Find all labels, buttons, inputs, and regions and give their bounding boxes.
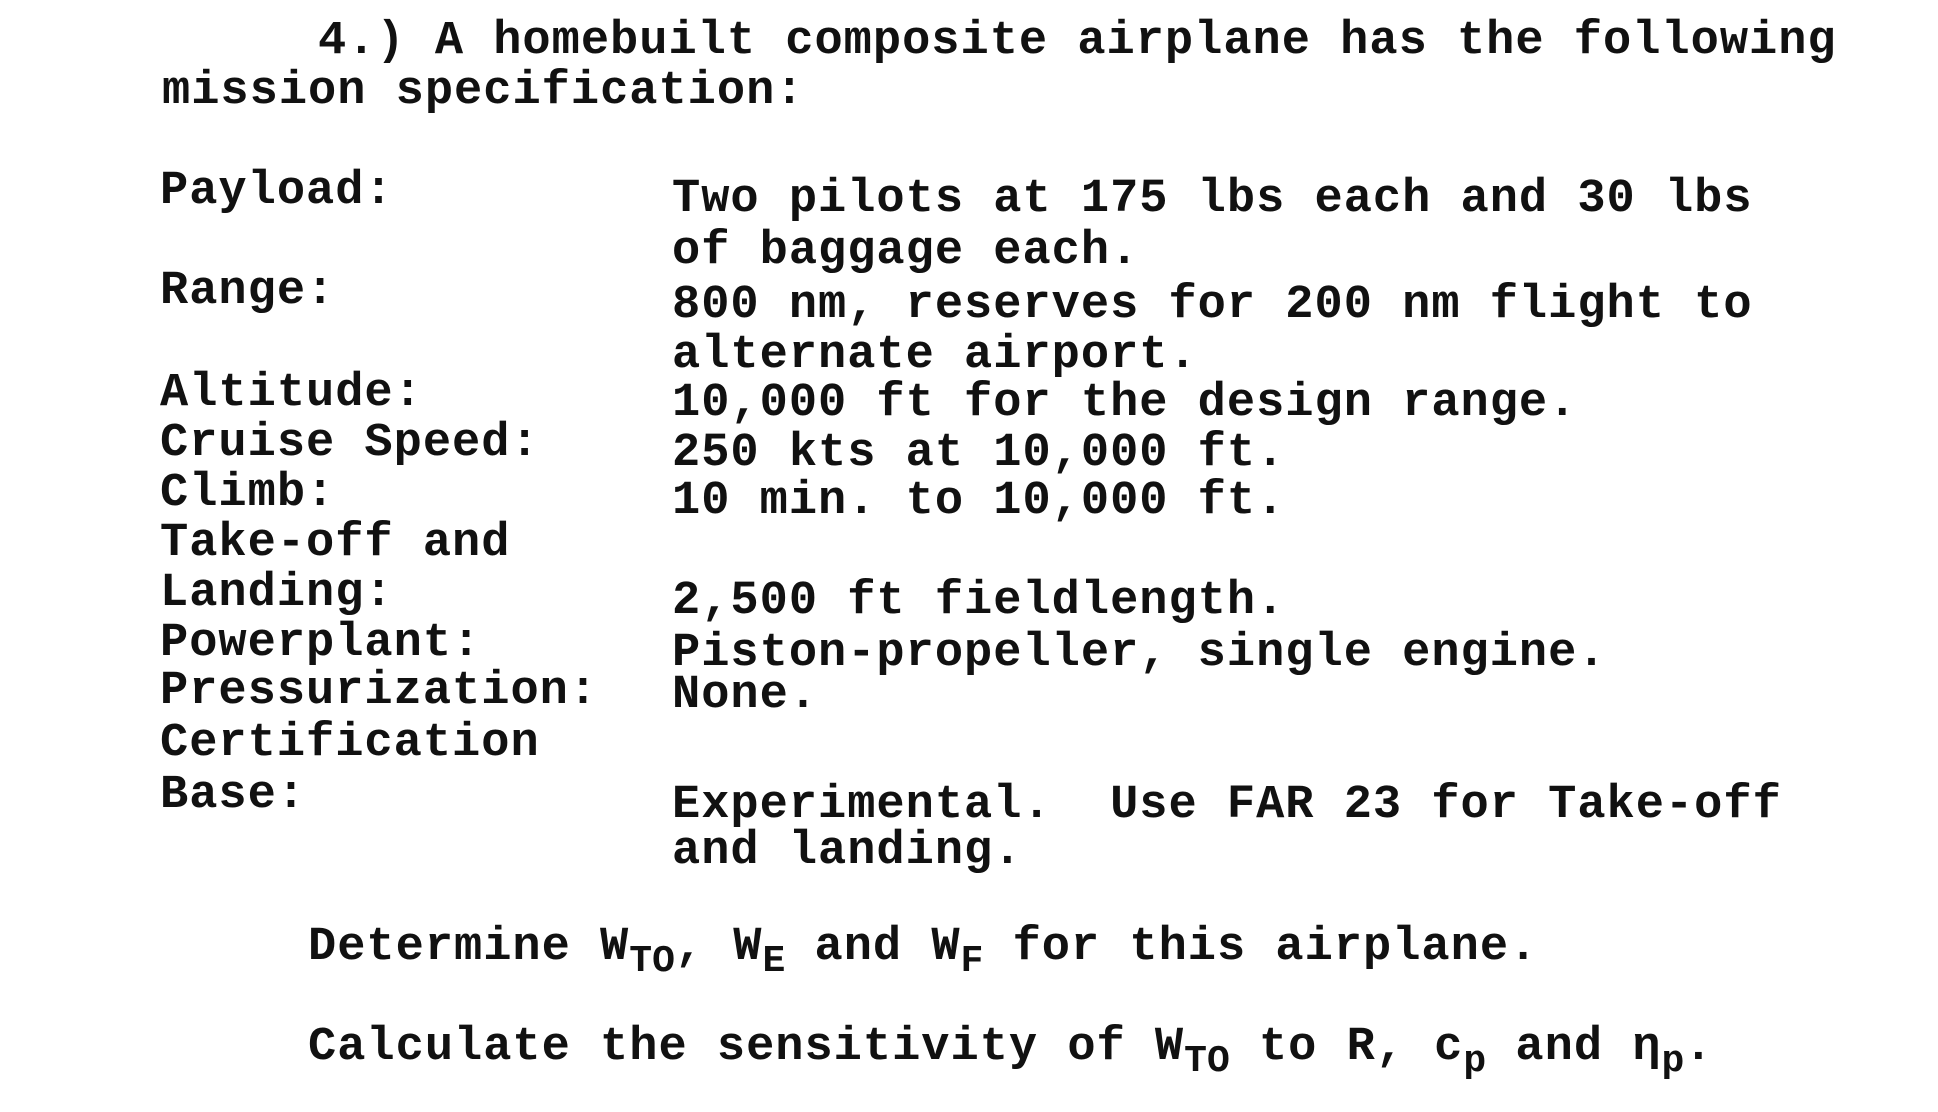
pressurization-value: None. — [672, 669, 819, 722]
eta-subscript: p — [1661, 1040, 1685, 1083]
certification-value-line-1: Experimental. Use FAR 23 for Take-off — [672, 779, 1782, 832]
pressurization-label: Pressurization: — [160, 665, 599, 718]
task2-suffix: . — [1684, 1021, 1714, 1074]
w-e-subscript: E — [762, 940, 786, 983]
climb-label: Climb: — [160, 467, 336, 520]
task1-sep2: and W — [785, 921, 961, 974]
altitude-label: Altitude: — [160, 367, 423, 420]
takeoff-landing-label-line-2: Landing: — [160, 567, 394, 620]
climb-value: 10 min. to 10,000 ft. — [672, 475, 1286, 528]
payload-label: Payload: — [160, 165, 394, 218]
cruise-speed-value: 250 kts at 10,000 ft. — [672, 427, 1286, 480]
cp-subscript: p — [1463, 1040, 1487, 1083]
w-to-subscript-2: TO — [1184, 1040, 1230, 1083]
w-to-subscript: TO — [629, 940, 675, 983]
task1-suffix: for this airplane. — [983, 921, 1539, 974]
task1-prefix: Determine W — [308, 921, 630, 974]
payload-value-line-1: Two pilots at 175 lbs each and 30 lbs — [672, 173, 1753, 226]
range-value-line-2: alternate airport. — [672, 329, 1198, 382]
range-value-line-1: 800 nm, reserves for 200 nm flight to — [672, 279, 1753, 332]
takeoff-landing-label-line-1: Take-off and — [160, 517, 511, 570]
powerplant-value: Piston-propeller, single engine. — [672, 627, 1607, 680]
task2-mid1: to R, c — [1229, 1021, 1464, 1074]
intro-line-2: mission specification: — [162, 65, 805, 118]
certification-value-line-2: and landing. — [672, 825, 1023, 878]
task-determine-weights — [308, 921, 1539, 983]
range-label: Range: — [160, 265, 336, 318]
task1-sep1: , W — [674, 921, 763, 974]
payload-value-line-2: of baggage each. — [672, 225, 1140, 278]
takeoff-landing-value: 2,500 ft fieldlength. — [672, 575, 1286, 628]
task2-mid2: and η — [1486, 1021, 1662, 1074]
task2-prefix: Calculate the sensitivity of W — [308, 1021, 1185, 1074]
intro-line-1: 4.) A homebuilt composite airplane has the following — [318, 15, 1837, 68]
task-sensitivity — [308, 1021, 1714, 1083]
cruise-speed-label: Cruise Speed: — [160, 417, 540, 470]
w-f-subscript: F — [960, 940, 984, 983]
certification-label-line-1: Certification — [160, 717, 540, 770]
certification-label-line-2: Base: — [160, 769, 307, 822]
altitude-value: 10,000 ft for the design range. — [672, 377, 1578, 430]
powerplant-label: Powerplant: — [160, 617, 482, 670]
